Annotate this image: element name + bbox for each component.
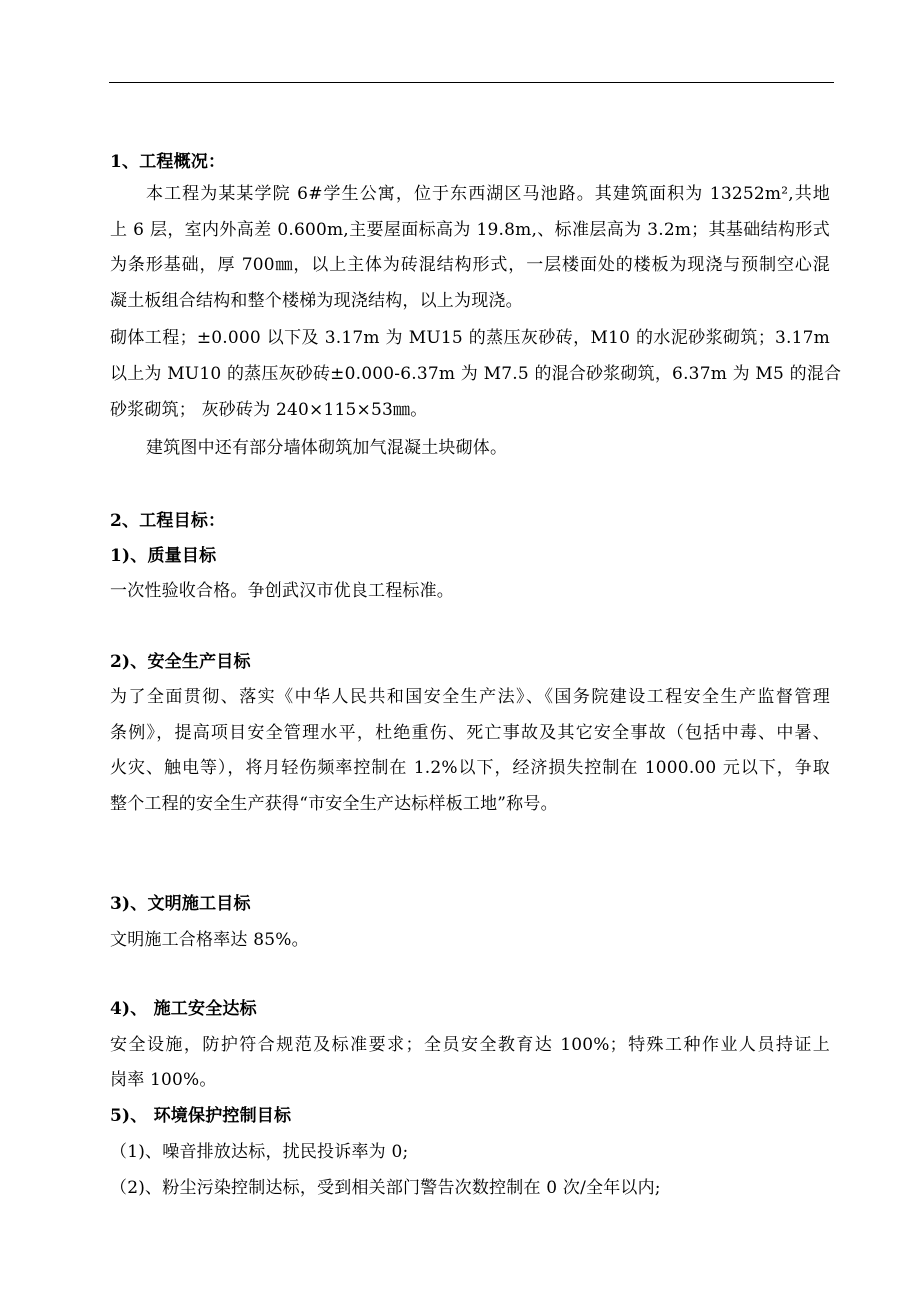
- section-1-heading: 1、工程概况：: [110, 152, 226, 172]
- construction-safety-heading: 4)、 施工安全达标: [110, 999, 257, 1019]
- construction-safety-line-1: 安全设施，防护符合规范及标准要求；全员安全教育达 100%；特殊工种作业人员持证上: [110, 1035, 830, 1055]
- overview-line-3: 为条形基础，厚 700㎜，以上主体为砖混结构形式，一层楼面处的楼板为现浇与预制空心混: [110, 255, 830, 275]
- construction-safety-line-2: 岗率 100%。: [110, 1070, 217, 1090]
- overview-line-4: 凝土板组合结构和整个楼梯为现浇结构，以上为现浇。: [110, 291, 523, 311]
- environment-goal-heading: 5)、 环境保护控制目标: [110, 1106, 292, 1126]
- quality-goal-text: 一次性验收合格。争创武汉市优良工程标准。: [110, 581, 454, 601]
- masonry-line-3: 砂浆砌筑； 灰砂砖为 240×115×53㎜。: [110, 400, 428, 420]
- safety-goal-line-1: 为了全面贯彻、落实《中华人民共和国安全生产法》、《国务院建设工程安全生产监督管理: [110, 687, 830, 707]
- safety-goal-line-3: 火灾、触电等），将月轻伤频率控制在 1.2%以下，经济损失控制在 1000.00 元以下，争取: [110, 758, 830, 778]
- safety-goal-line-2: 条例》，提高项目安全管理水平，杜绝重伤、死亡事故及其它安全事故（包括中毒、中暑、: [110, 723, 830, 743]
- civilized-goal-heading: 3)、文明施工目标: [110, 894, 251, 914]
- masonry-line-1: 砌体工程；±0.000 以下及 3.17m 为 MU15 的蒸压灰砂砖，M10 的水泥砂浆砌筑；3.17m: [110, 328, 830, 348]
- header-rule: [109, 82, 834, 83]
- civilized-goal-text: 文明施工合格率达 85%。: [110, 930, 309, 950]
- overview-line-1: 本工程为某某学院 6#学生公寓，位于东西湖区马池路。其建筑面积为 13252m²,共地: [146, 184, 830, 204]
- section-2-heading: 2、工程目标：: [110, 511, 226, 531]
- environment-goal-item-2: （2)、粉尘污染控制达标，受到相关部门警告次数控制在 0 次/全年以内;: [110, 1178, 661, 1198]
- quality-goal-heading: 1)、质量目标: [110, 546, 217, 566]
- aerated-block-line: 建筑图中还有部分墙体砌筑加气混凝土块砌体。: [146, 438, 508, 458]
- safety-goal-heading: 2)、安全生产目标: [110, 652, 251, 672]
- safety-goal-line-4: 整个工程的安全生产获得“市安全生产达标样板工地”称号。: [110, 794, 558, 814]
- environment-goal-item-1: （1)、噪音排放达标，扰民投诉率为 0;: [110, 1142, 409, 1162]
- overview-line-2: 上 6 层，室内外高差 0.600m,主要屋面标高为 19.8m,、标准层高为 3.2m；其基础结构形式: [110, 220, 830, 240]
- masonry-line-2: 以上为 MU10 的蒸压灰砂砖±0.000-6.37m 为 M7.5 的混合砂浆砌筑，6.37m 为 M5 的混合: [110, 364, 842, 384]
